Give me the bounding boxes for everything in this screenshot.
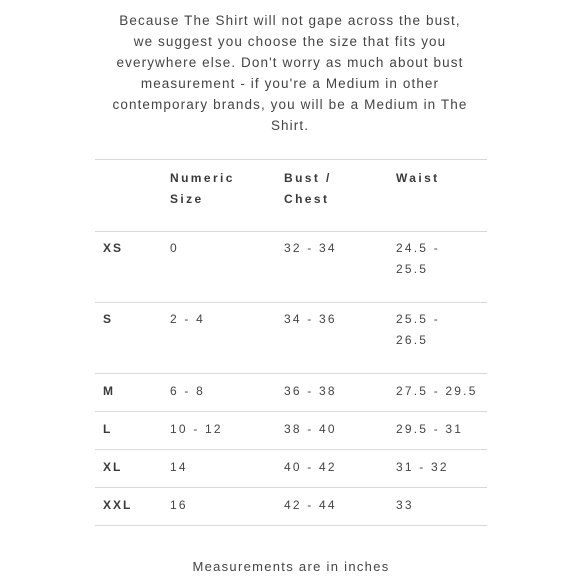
intro-line: contemporary brands, you will be a Medium in The: [112, 97, 468, 112]
waist-value: [396, 238, 440, 280]
waist-text: 25.5: [396, 262, 429, 276]
numeric-size-value: 16: [170, 498, 188, 512]
header-text: Chest: [284, 192, 330, 206]
row-divider: [95, 231, 487, 232]
intro-line: everywhere else. Don't worry as much about bust: [116, 55, 464, 70]
intro-line: Shirt.: [270, 118, 310, 133]
intro-text: [90, 10, 490, 136]
row-divider: [95, 487, 487, 488]
measurements-footnote: Measurements are in inches: [192, 559, 390, 574]
bust-value: 38 - 40: [284, 422, 337, 436]
intro-line: we suggest you choose the size that fits you: [133, 34, 447, 49]
intro-line: Because The Shirt will not gape across the bust,: [119, 13, 461, 28]
header-numeric-size: [170, 168, 235, 210]
bust-value: 42 - 44: [284, 498, 337, 512]
table-top-rule: [95, 159, 487, 160]
waist-value: [396, 309, 440, 351]
row-divider: [95, 373, 487, 374]
header-text: Size: [170, 192, 204, 206]
size-label: S: [103, 312, 114, 326]
bust-value: 34 - 36: [284, 312, 337, 326]
header-text: Bust /: [284, 171, 332, 185]
numeric-size-value: 0: [170, 241, 179, 255]
row-divider: [95, 449, 487, 450]
waist-value: 27.5 - 29.5: [396, 384, 478, 398]
header-bust-chest: [284, 168, 332, 210]
size-label: XL: [103, 460, 123, 474]
size-label: M: [103, 384, 115, 398]
numeric-size-value: 14: [170, 460, 188, 474]
numeric-size-value: 2 - 4: [170, 312, 206, 326]
row-divider: [95, 302, 487, 303]
bust-value: 36 - 38: [284, 384, 337, 398]
waist-value: 31 - 32: [396, 460, 449, 474]
numeric-size-value: 10 - 12: [170, 422, 223, 436]
row-divider: [95, 411, 487, 412]
numeric-size-value: 6 - 8: [170, 384, 206, 398]
size-label: XXL: [103, 498, 133, 512]
size-label: L: [103, 422, 113, 436]
header-text: Waist: [396, 171, 440, 185]
bust-value: 32 - 34: [284, 241, 337, 255]
size-label: XS: [103, 241, 124, 255]
waist-value: 29.5 - 31: [396, 422, 464, 436]
bust-value: 40 - 42: [284, 460, 337, 474]
waist-value: 33: [396, 498, 414, 512]
table-bottom-rule: [95, 525, 487, 526]
header-text: Numeric: [170, 171, 235, 185]
header-waist: [396, 168, 440, 189]
intro-line: measurement - if you're a Medium in other: [140, 76, 440, 91]
waist-text: 24.5 -: [396, 241, 440, 255]
waist-text: 25.5 -: [396, 312, 440, 326]
waist-text: 26.5: [396, 333, 429, 347]
